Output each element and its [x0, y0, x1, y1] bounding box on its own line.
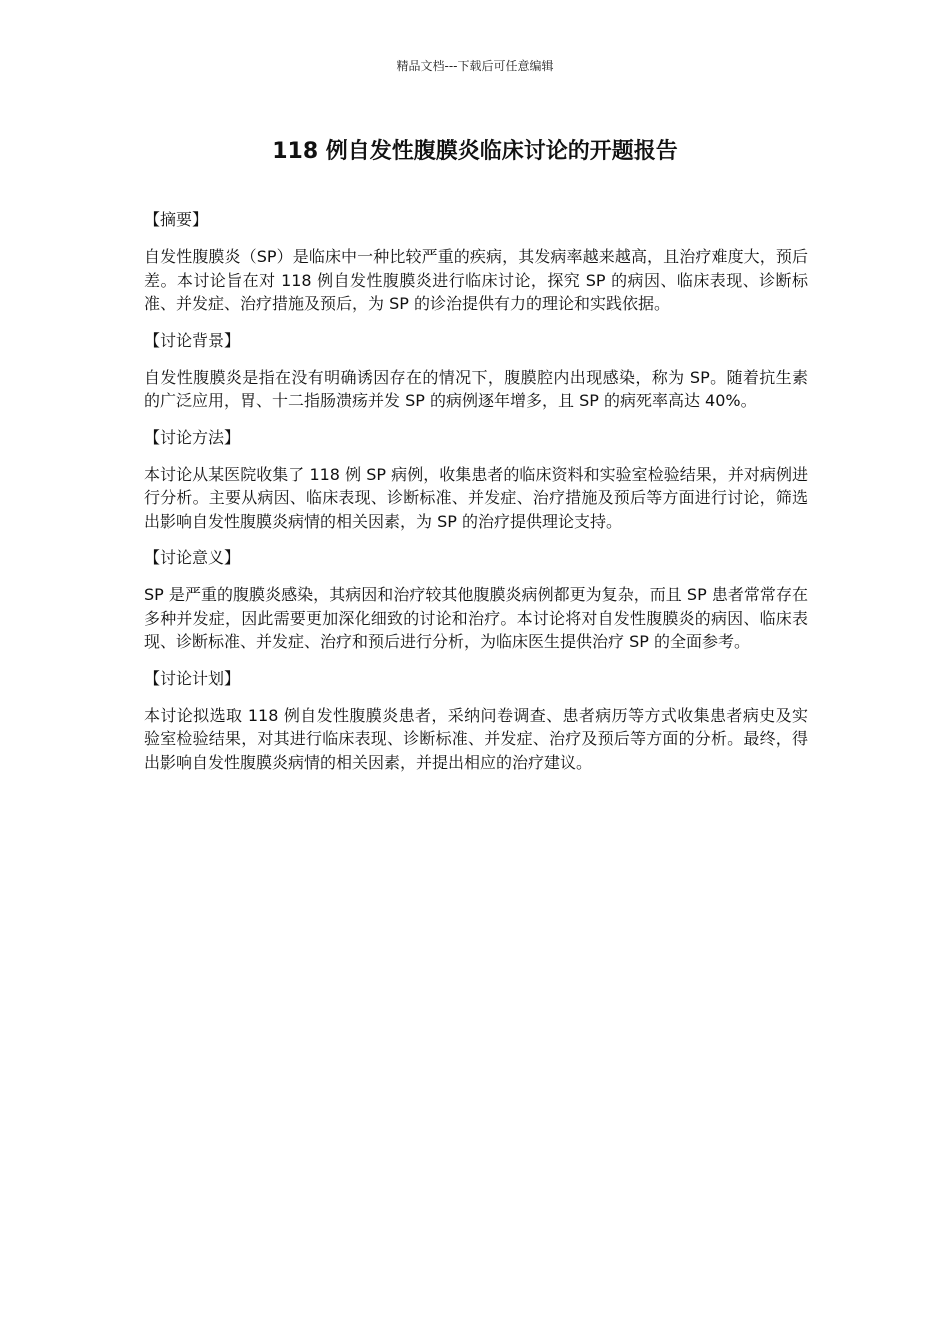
section-heading-methods: 【讨论方法】 — [144, 427, 241, 447]
section-body-methods: 本讨论从某医院收集了 118 例 SP 病例，收集患者的临床资料和实验室检验结果，并对病例进行分析。主要从病因、临床表现、诊断标准、并发症、治疗措施及预后等方面进行讨论，筛选出影响自发性腹膜炎病情的相关因素，为 SP 的治疗提供理论支持。 — [144, 464, 808, 531]
section-body-significance: SP 是严重的腹膜炎感染，其病因和治疗较其他腹膜炎病例都更为复杂，而且 SP 患者常常存在多种并发症，因此需要更加深化细致的讨论和治疗。本讨论将对自发性腹膜炎的病因、临床表现、诊断标准、并发症、治疗和预后进行分析，为临床医生提供治疗 SP 的全面参考。 — [144, 585, 808, 651]
page-header: 精品文档---下载后可任意编辑 — [396, 59, 554, 73]
document-body — [144, 208, 808, 787]
section-body-abstract: 自发性腹膜炎（SP）是临床中一种比较严重的疾病，其发病率越来越高，且治疗难度大，预后差。本讨论旨在对 118 例自发性腹膜炎进行临床讨论，探究 SP 的病因、临床表现、诊断标准、并发症、治疗措施及预后，为 SP 的诊治提供有力的理论和实践依据。 — [144, 247, 808, 313]
section-body-plan: 本讨论拟选取 118 例自发性腹膜炎患者，采纳问卷调查、患者病历等方式收集患者病史及实验室检验结果，对其进行临床表现、诊断标准、并发症、治疗及预后等方面的分析。最终，得出影响自发性腹膜炎病情的相关因素，并提出相应的治疗建议。 — [144, 705, 808, 772]
section-heading-abstract: 【摘要】 — [144, 210, 209, 229]
section-heading-plan: 【讨论计划】 — [144, 668, 241, 688]
section-heading-significance: 【讨论意义】 — [144, 548, 241, 567]
section-body-background: 自发性腹膜炎是指在没有明确诱因存在的情况下，腹膜腔内出现感染，称为 SP。随着抗生素的广泛应用，胃、十二指肠溃疡并发 SP 的病例逐年增多，且 SP 的病死率高达 40%。 — [144, 367, 808, 410]
document-title: 118 例自发性腹膜炎临床讨论的开题报告 — [272, 139, 678, 164]
section-heading-background: 【讨论背景】 — [144, 330, 241, 350]
